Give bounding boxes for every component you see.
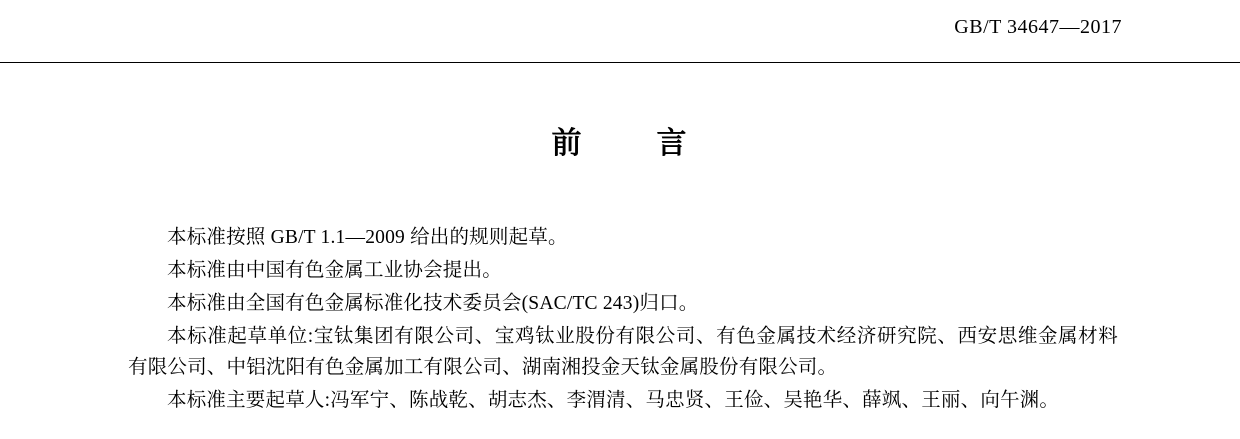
foreword-paragraph: 本标准按照 GB/T 1.1—2009 给出的规则起草。 <box>167 227 568 248</box>
foreword-paragraph: 本标准起草单位:宝钛集团有限公司、宝鸡钛业股份有限公司、有色金属技术经济研究院、西安思维金属材料有限公司、中铝沈阳有色金属加工有限公司、湖南湘投金天钛金属股份有限公司。 <box>128 326 1118 378</box>
foreword-paragraph: 本标准由全国有色金属标准化技术委员会(SAC/TC 243)归口。 <box>167 293 699 314</box>
page-title-char-2: 言 <box>656 126 689 161</box>
foreword-paragraph: 本标准由中国有色金属工业协会提出。 <box>167 260 502 281</box>
foreword-paragraph: 本标准主要起草人:冯军宁、陈战乾、胡志杰、李渭清、马忠贤、王俭、吴艳华、薛飒、王丽、向午渊。 <box>167 390 1060 411</box>
header-divider-rule <box>0 62 1240 63</box>
page-title-char-1: 前 <box>551 126 584 161</box>
foreword-body <box>128 222 1118 416</box>
page-title <box>0 118 1240 162</box>
standard-number-header: GB/T 34647—2017 <box>954 16 1122 38</box>
